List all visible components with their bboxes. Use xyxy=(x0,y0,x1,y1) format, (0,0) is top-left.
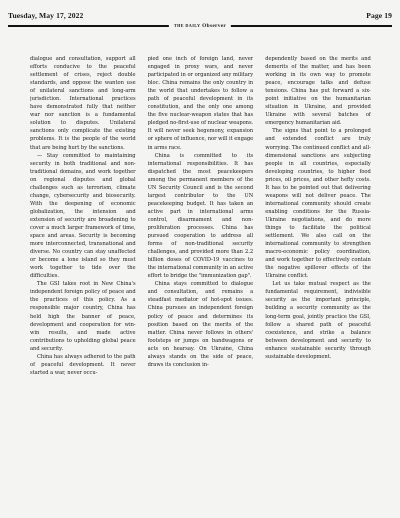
paragraph: dependently based on the merits and demerits of the matter, and has been working in its own way to promote peace, encourage talks and defuse tensions. China has put forward a six-point initiative on the humanitarian situation in Ukraine, and provided Ukraine with several batches of emergency humanitarian aid. xyxy=(265,56,371,127)
paragraph: China has always adhered to the path of peaceful development. It never started a war, never occu- xyxy=(30,353,136,376)
paragraph: Let us take mutual respect as the fundamental requirement, indivisible security as the important principle, building a security community as the long-term goal, jointly practice the GSI, follow a shared path of peaceful coexistence, and strike a balance between development and security to enhance sustainable security through sustainable development. xyxy=(265,281,371,360)
page-header xyxy=(8,9,392,21)
masthead-rule xyxy=(8,23,392,29)
issue-date: Tuesday, May 17, 2022 xyxy=(8,10,84,20)
article-column-2 xyxy=(148,55,254,510)
masthead-name: Observer xyxy=(202,23,227,29)
paragraph: dialogue and consultation, support all efforts conducive to the peaceful settlement of crises, reject double standards, and oppose the wanton use of unilateral sanctions and long-arm jurisdiction. International practices have demonstrated fully that neither war nor sanction is a fundamental solution to disputes. Unilateral sanctions only complicate the existing problems. It is the people of the world that are being hurt by the sanctions. xyxy=(30,56,136,151)
article-column-1 xyxy=(30,55,136,510)
paragraph: China is committed to its international responsibilities. It has dispatched the most peacekeepers among the permanent members of the UN Security Council and is the second largest contributor to the UN peacekeeping budget. It has taken an active part in international arms control, disarmament and non-proliferation processes. China has pursued cooperation to address all forms of non-traditional security challenges, and provided more than 2.2 billion doses of COVID-19 vaccines to the international community in an active effort to bridge the "immunization gap". xyxy=(147,152,254,280)
paragraph: China stays committed to dialogue and consultation, and remains a steadfast mediator of hot-spot issues. China pursues an independent foreign policy of peace and determines its position based on the merits of the matter. China never follows in others' footsteps or jumps on bandwagons or acts on hearsay. On Ukraine, China always stands on the side of peace, draws its conclusion in- xyxy=(147,281,254,368)
masthead xyxy=(169,22,231,30)
paragraph: pied one inch of foreign land, never engaged in proxy wars, and never participated in or organized any military bloc. China remains the only country in the world that undertakes to follow a path of peaceful development in its constitution, and the only one among the five nuclear-weapon states that has pledged no-first-use of nuclear weapons. It will never seek hegemony, expansion or sphere of influence, nor will it engage in arms race. xyxy=(147,56,254,151)
paragraph: — Stay committed to maintaining security in both traditional and non-traditional domains, and work together on regional disputes and global challenges such as terrorism, climate change, cybersecurity and biosecurity. With the deepening of economic globalization, the intension and extension of security are broadening to cover a much larger framework of time, space and areas. Security is becoming more interconnected, transnational and diverse. No country can stay unaffected or become a lone island so they must work together to tide over the difficulties. xyxy=(30,152,136,280)
page-number: Page 19 xyxy=(366,10,392,20)
article-body xyxy=(30,55,371,510)
paragraph: The GSI takes root in New China's independent foreign policy of peace and the practices of this policy. As a responsible major country, China has held high the banner of peace, development and cooperation for win-win results, and made active contributions to upholding global peace and security. xyxy=(30,281,136,352)
paragraph: The signs that point to a prolonged and extended conflict are truly worrying. The continued conflict and all-dimensional sanctions are subjecting people in all countries, especially developing countries, to higher food prices, oil prices, and other hefty costs. It has to be pointed out that delivering weapons will not deliver peace. The international community should create enabling conditions for the Russia-Ukraine negotiations, and do more things to facilitate the political settlement. We also call on the international community to strengthen macro-economic policy coordination, and work together to effectively contain the negative spillover effects of the Ukraine conflict. xyxy=(265,128,371,280)
masthead-prefix: THE DAILY xyxy=(173,23,201,28)
article-column-3 xyxy=(265,55,371,510)
